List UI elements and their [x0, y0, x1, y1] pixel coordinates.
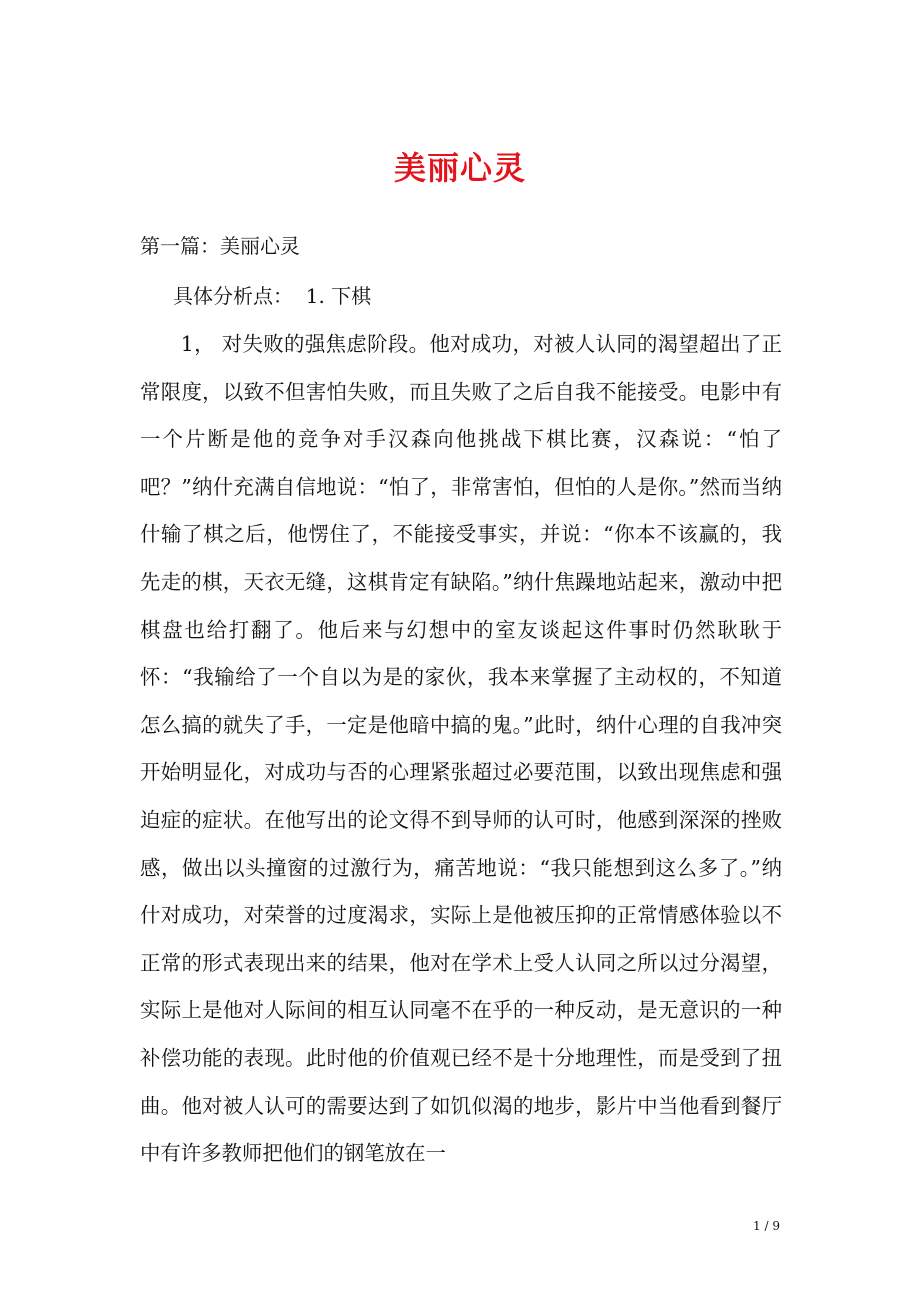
analysis-point-label: 具体分析点： 1. 下棋: [173, 284, 372, 308]
document-title: 美丽心灵: [393, 149, 526, 187]
section-heading: 第一篇：美丽心灵: [140, 234, 300, 258]
page-number: 1 / 9: [753, 1219, 780, 1233]
body-paragraph: 1， 对失败的强焦虑阶段。他对成功，对被人认同的渴望超出了正常限度，以致不但害怕失败，而且失败了之后自我不能接受。电影中有一个片断是他的竞争对手汉森向他挑战下棋比赛，汉森说：“怕了吧？”纳什充满自信地说：“怕了，非常害怕，但怕的人是你。”然而当纳什输了棋之后，他愣住了，不能接受事实，并说：“你本不该赢的，我先走的棋，天衣无缝，这棋肯定有缺陷。”纳什焦躁地站起来，激动中把棋盘也给打翻了。他后来与幻想中的室友谈起这件事时仍然耿耿于怀：“我输给了一个自以为是的家伙，我本来掌握了主动权的，不知道怎么搞的就失了手，一定是他暗中搞的鬼。”此时，纳什心理的自我冲突开始明显化，对成功与否的心理紧张超过必要范围，以致出现焦虑和强迫症的症状。在他写出的论文得不到导师的认可时，他感到深深的挫败感，做出以头撞窗的过激行为，痛苦地说：“我只能想到这么多了。”纳什对成功，对荣誉的过度渴求，实际上是他被压抑的正常情感体验以不正常的形式表现出来的结果，他对在学术上受人认同之所以过分渴望，实际上是他对人际间的相互认同毫不在乎的一种反动，是无意识的一种补偿功能的表现。此时他的价值观已经不是十分地理性，而是受到了扭曲。他对被人认可的需要达到了如饥似渴的地步，影片中当他看到餐厅中有许多教师把他们的钢笔放在一: [140, 332, 782, 1166]
